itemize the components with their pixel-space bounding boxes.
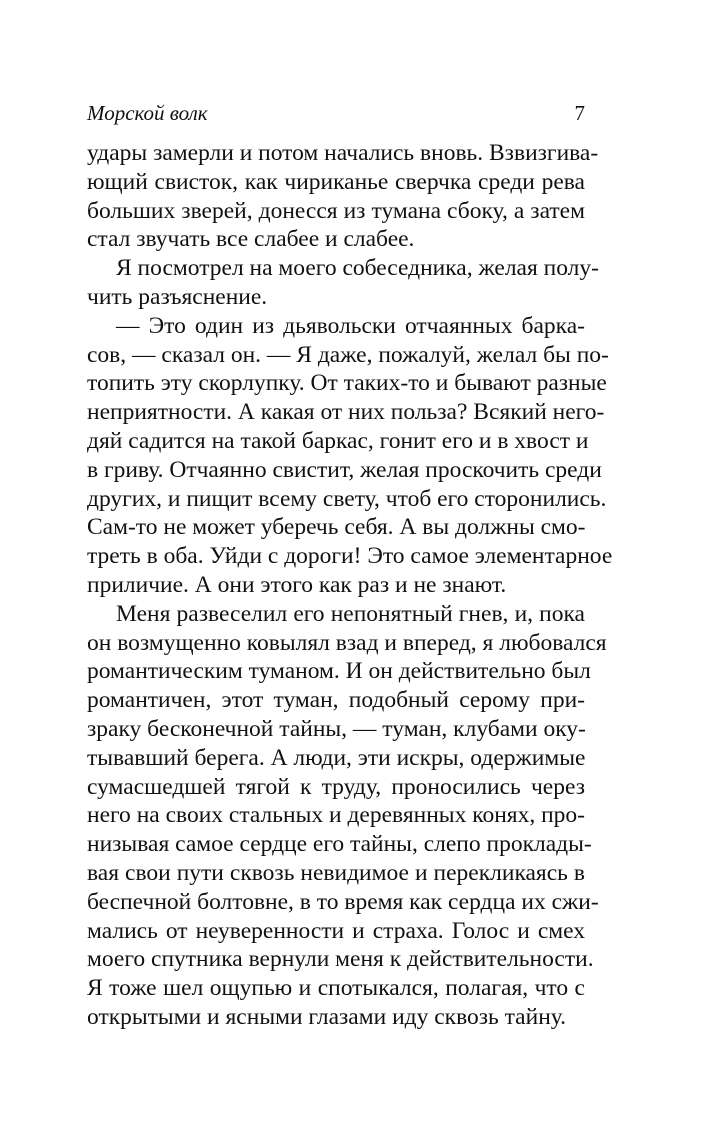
text-line: мались от неуверенности и страха. Голос и смех [87, 917, 585, 944]
text-line: чить разъяснение. [87, 283, 268, 310]
text-line: неприятности. А какая от них польза? Всякий него- [87, 399, 605, 426]
text-line: зраку бесконечной тайны, — туман, клубами оку- [87, 715, 586, 742]
body-text [87, 139, 613, 1032]
text-line: него на своих стальных и деревянных конях, про- [87, 802, 585, 829]
running-title: Морской волк [87, 101, 208, 125]
text-line: беспечной болтовне, в то время как сердца их сжи- [87, 888, 599, 915]
text-line: вая свои пути сквозь невидимое и перекликаясь в [87, 859, 585, 886]
text-line: больших зверей, донесся из тумана сбоку, а затем [87, 197, 585, 224]
text-line: сов, — сказал он. — Я даже, пожалуй, желал бы по- [87, 341, 609, 368]
text-line: топить эту скорлупку. От таких-то и бывают разные [87, 370, 607, 397]
text-line: низывая самое сердце его тайны, слепо проклады- [87, 831, 592, 858]
text-line: Сам-то не может уберечь себя. А вы должны смо- [87, 514, 586, 541]
text-line: приличие. А они этого как раз и не знают. [87, 571, 507, 598]
text-line: Я тоже шел ощупью и спотыкался, полагая, что с [87, 975, 585, 1002]
text-line: Меня развеселил его непонятный гнев, и, пока [116, 600, 585, 627]
text-line: стал звучать все слабее и слабее. [87, 226, 415, 253]
text-line: других, и пищит всему свету, чтоб его сторонились. [87, 485, 607, 512]
text-line: моего спутника вернули меня к действительности. [87, 946, 594, 973]
text-line: Я посмотрел на моего собеседника, желая полу- [116, 255, 599, 282]
text-line: романтическим туманом. И он действительно был [87, 658, 591, 685]
text-line: — Это один из дьявольски отчаянных барка- [116, 312, 585, 339]
text-line: романтичен, этот туман, подобный серому при- [87, 687, 585, 714]
text-line: тывавший берега. А люди, эти искры, одержимые [87, 744, 586, 771]
text-line: он возмущенно ковылял взад и вперед, я любовался [87, 629, 607, 656]
text-line: ющий свисток, как чириканье сверчка среди рева [87, 168, 585, 195]
text-line: дяй садится на такой баркас, гонит его и в хвост и [87, 427, 589, 454]
page-number: 7 [574, 101, 585, 125]
text-line: сумасшедшей тягой к труду, проносились через [87, 773, 585, 800]
text-line: открытыми и ясными глазами иду сквозь тайну. [87, 1003, 567, 1030]
text-line: удары замерли и потом начались вновь. Взвизгива- [87, 140, 599, 166]
text-line: в гриву. Отчаянно свистит, желая проскочить среди [87, 456, 602, 483]
text-line: треть в оба. Уйди с дороги! Это самое элементарное [87, 543, 613, 570]
